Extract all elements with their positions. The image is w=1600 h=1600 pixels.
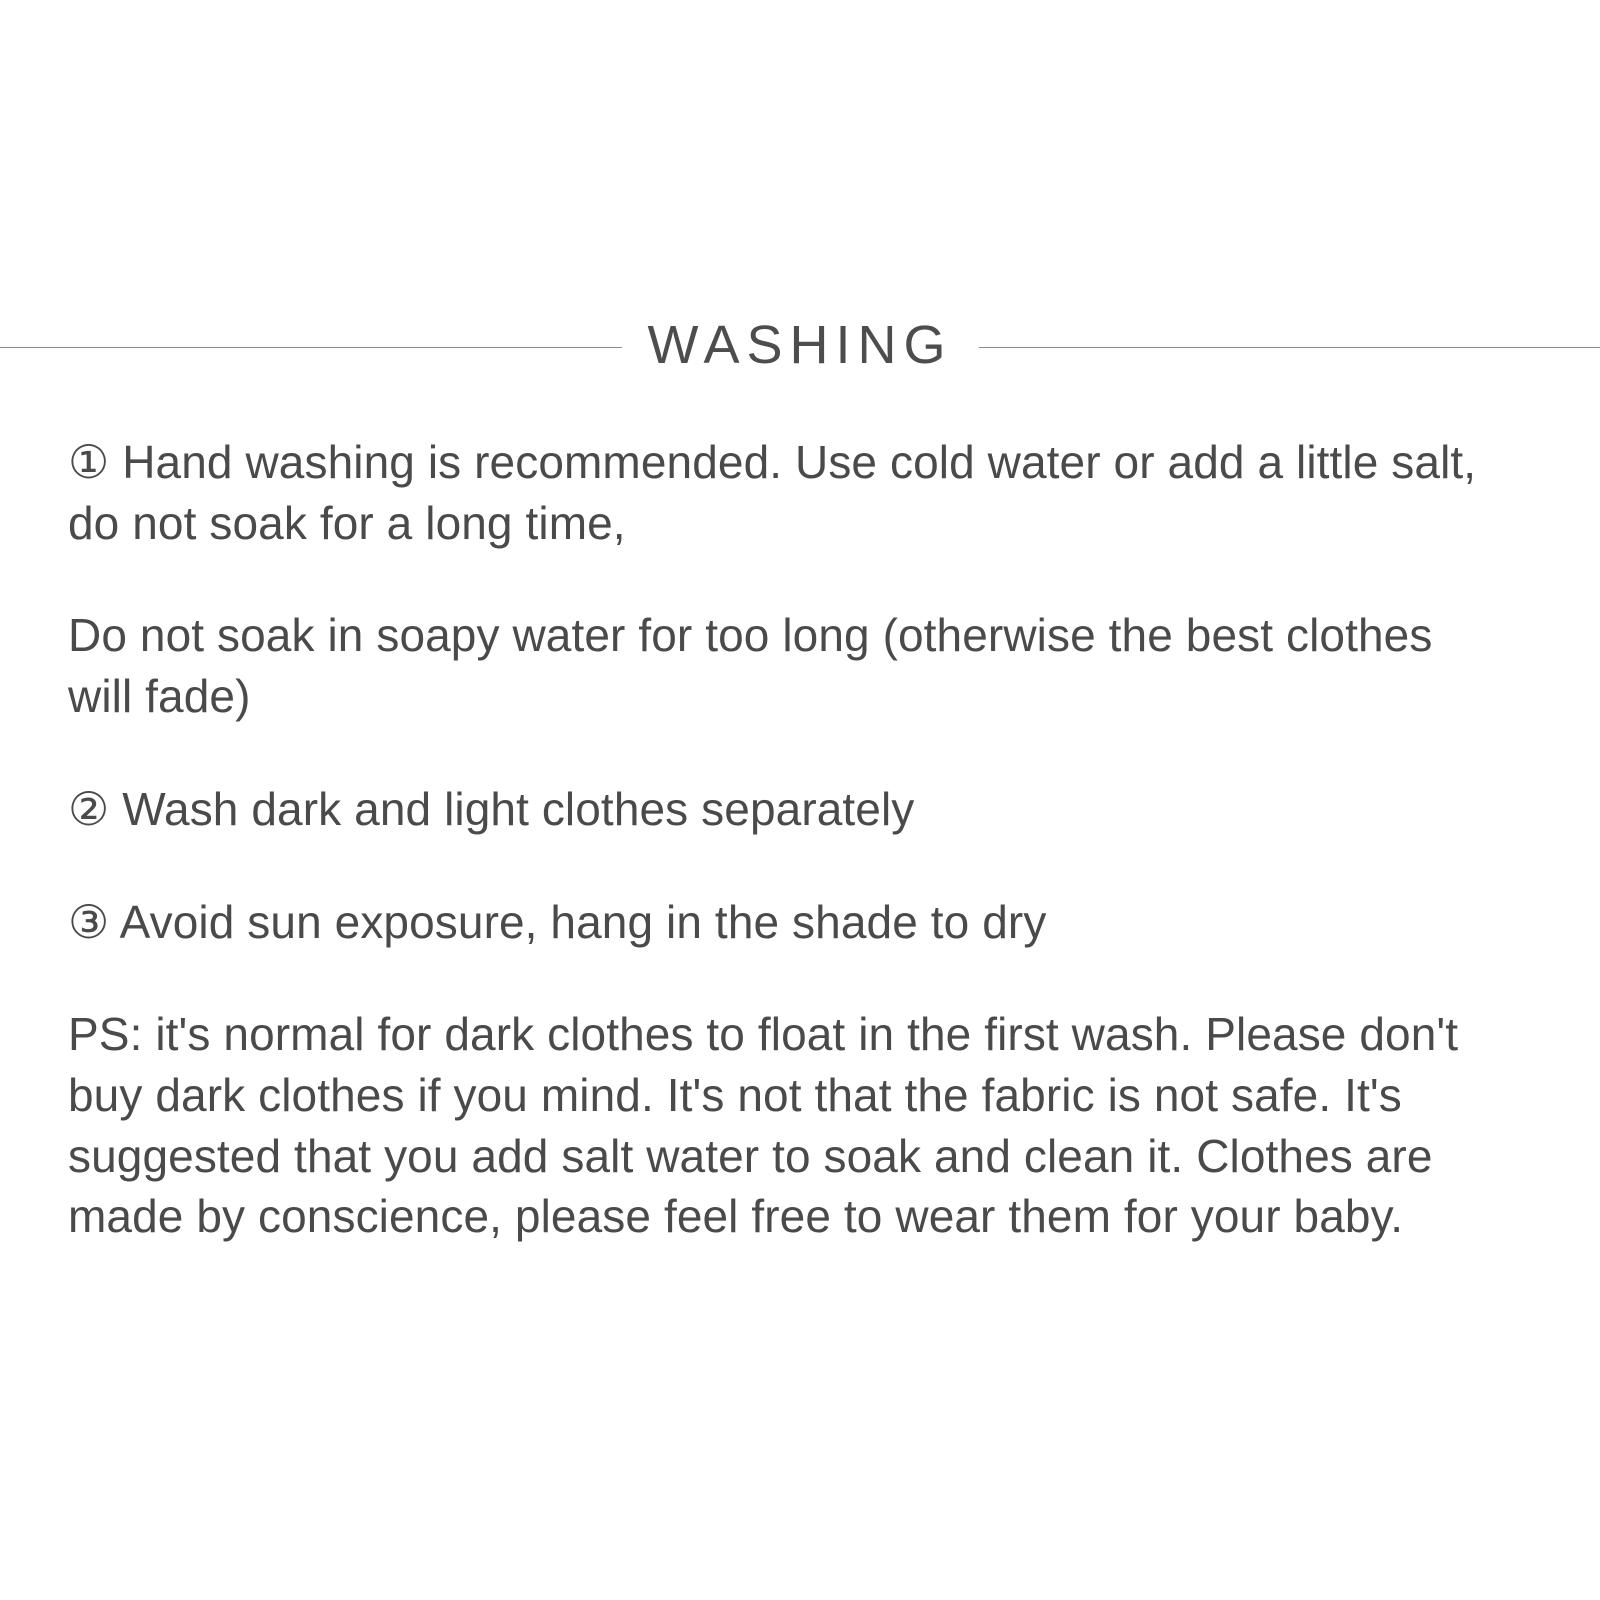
instruction-note-ps: PS: it's normal for dark clothes to float in the first wash. Please don't buy dark clothes if you mind. It's not that the fabric is not safe. It's suggested that you add salt water to soak and clean it. Clothes are made by conscience, please feel free to wear them for your baby. <box>68 1008 1459 1243</box>
section-header <box>0 315 1600 376</box>
instruction-paragraph-4: ③ Avoid sun exposure, hang in the shade to dry <box>68 895 1047 948</box>
instruction-paragraph-2: Do not soak in soapy water for too long (otherwise the best clothes will fade) <box>68 609 1433 723</box>
page-title: WASHING <box>647 315 953 375</box>
instructions-body <box>68 432 1498 1247</box>
header-rule-right <box>979 347 1600 348</box>
instruction-paragraph-1: ① Hand washing is recommended. Use cold water or add a little salt, do not soak for a long time, <box>68 436 1477 549</box>
instruction-paragraph-3: ② Wash dark and light clothes separately <box>68 782 915 835</box>
header-rule-left <box>0 347 622 348</box>
